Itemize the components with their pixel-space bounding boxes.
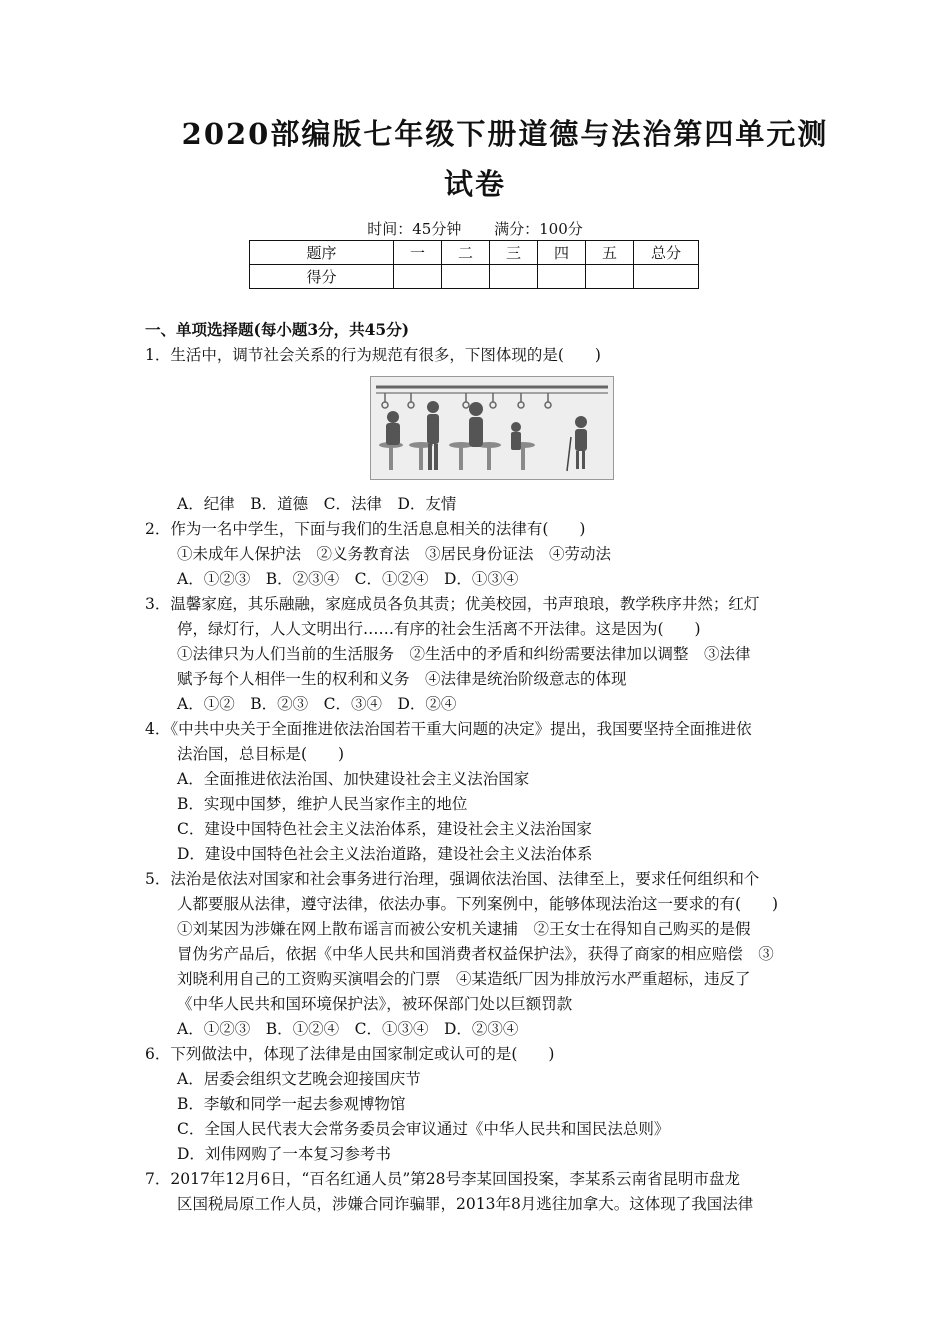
score-row-label: 得分 xyxy=(250,265,394,289)
section-heading: 一、单项选择题(每小题3分，共45分) xyxy=(145,320,410,339)
exam-meta xyxy=(0,218,950,239)
q4-option-a: A．全面推进依法治国、加快建设社会主义法治国家 xyxy=(177,770,530,788)
exam-full-score: 满分：100分 xyxy=(494,220,583,238)
q1-options: A．纪律 B．道德 C．法律 D．友情 xyxy=(177,495,457,513)
q5-line: 《中华人民共和国环境保护法》，被环保部门处以巨额罚款 xyxy=(177,995,573,1013)
score-header-cell: 四 xyxy=(538,241,586,265)
q4-line: 法治国，总目标是( ) xyxy=(177,745,345,763)
q6-option-c: C．全国人民代表大会常务委员会审议通过《中华人民共和国民法总则》 xyxy=(177,1120,670,1138)
q5-line: 5．法治是依法对国家和社会事务进行治理，强调依法治国、法律至上，要求任何组织和个 xyxy=(145,870,760,888)
q1-stem: 1．生活中，调节社会关系的行为规范有很多，下图体现的是( ) xyxy=(145,346,601,364)
score-cell[interactable] xyxy=(442,265,490,289)
page-title: 2020部编版七年级下册道德与法治第四单元测 xyxy=(181,117,829,151)
q4-option-d: D．建设中国特色社会主义法治道路，建设社会主义法治体系 xyxy=(177,845,593,863)
q6-option-d: D．刘伟网购了一本复习参考书 xyxy=(177,1145,391,1163)
exam-time: 时间：45分钟 xyxy=(367,220,462,238)
score-header-cell: 一 xyxy=(394,241,442,265)
score-table xyxy=(249,240,699,289)
q5-options: A．①②③ B．①②④ C．①③④ D．②③④ xyxy=(177,1020,519,1038)
q2-options: A．①②③ B．②③④ C．①②④ D．①③④ xyxy=(177,570,519,588)
q4-line: 4．《中共中央关于全面推进依法治国若干重大问题的决定》提出，我国要坚持全面推进依 xyxy=(145,720,752,738)
score-header-cell: 五 xyxy=(586,241,634,265)
q6-option-a: A．居委会组织文艺晚会迎接国庆节 xyxy=(177,1070,421,1088)
q3-line: 赋予每个人相伴一生的权利和义务 ④法律是统治阶级意志的体现 xyxy=(177,670,627,688)
q2-items: ①未成年人保护法 ②义务教育法 ③居民身份证法 ④劳动法 xyxy=(177,545,612,563)
score-cell[interactable] xyxy=(538,265,586,289)
score-table-row xyxy=(250,265,699,289)
q3-line: ①法律只为人们当前的生活服务 ②生活中的矛盾和纠纷需要法律加以调整 ③法律 xyxy=(177,645,751,663)
q4-option-c: C．建设中国特色社会主义法治体系，建设社会主义法治国家 xyxy=(177,820,592,838)
q3-options: A．①② B．②③ C．③④ D．②④ xyxy=(177,695,457,713)
q3-line: 3．温馨家庭，其乐融融，家庭成员各负其责；优美校园，书声琅琅，教学秩序井然；红灯 xyxy=(145,595,760,613)
illustration-image xyxy=(370,376,614,480)
score-header-cell: 总分 xyxy=(634,241,699,265)
q4-option-b: B．实现中国梦，维护人民当家作主的地位 xyxy=(177,795,468,813)
q7-line: 区国税局原工作人员，涉嫌合同诈骗罪，2013年8月逃往加拿大。这体现了我国法律 xyxy=(177,1195,754,1213)
score-cell[interactable] xyxy=(394,265,442,289)
score-header-cell: 二 xyxy=(442,241,490,265)
score-header-cell: 三 xyxy=(490,241,538,265)
page-title-line2: 试卷 xyxy=(443,167,506,201)
q5-line: 刘晓利用自己的工资购买演唱会的门票 ④某造纸厂因为排放污水严重超标，违反了 xyxy=(177,970,751,988)
score-table-header xyxy=(250,241,699,265)
q2-stem: 2．作为一名中学生，下面与我们的生活息息相关的法律有( ) xyxy=(145,520,586,538)
q6-option-b: B．李敏和同学一起去参观博物馆 xyxy=(177,1095,406,1113)
score-cell[interactable] xyxy=(634,265,699,289)
score-cell[interactable] xyxy=(586,265,634,289)
q5-line: 人都要服从法律，遵守法律，依法办事。下列案例中，能够体现法治这一要求的有( ) xyxy=(177,895,779,913)
q5-line: 冒伪劣产品后，依据《中华人民共和国消费者权益保护法》，获得了商家的相应赔偿 ③ xyxy=(177,945,774,963)
score-header-cell: 题序 xyxy=(250,241,394,265)
q6-stem: 6．下列做法中，体现了法律是由国家制定或认可的是( ) xyxy=(145,1045,555,1063)
q3-line: 停，绿灯行，人人文明出行……有序的社会生活离不开法律。这是因为( ) xyxy=(177,620,701,638)
bus-scene-illustration xyxy=(371,377,613,479)
q7-line: 7．2017年12月6日，“百名红通人员”第28号李某回国投案，李某系云南省昆明市盘龙 xyxy=(145,1170,740,1188)
q5-line: ①刘某因为涉嫌在网上散布谣言而被公安机关逮捕 ②王女士在得知自己购买的是假 xyxy=(177,920,751,938)
score-cell[interactable] xyxy=(490,265,538,289)
